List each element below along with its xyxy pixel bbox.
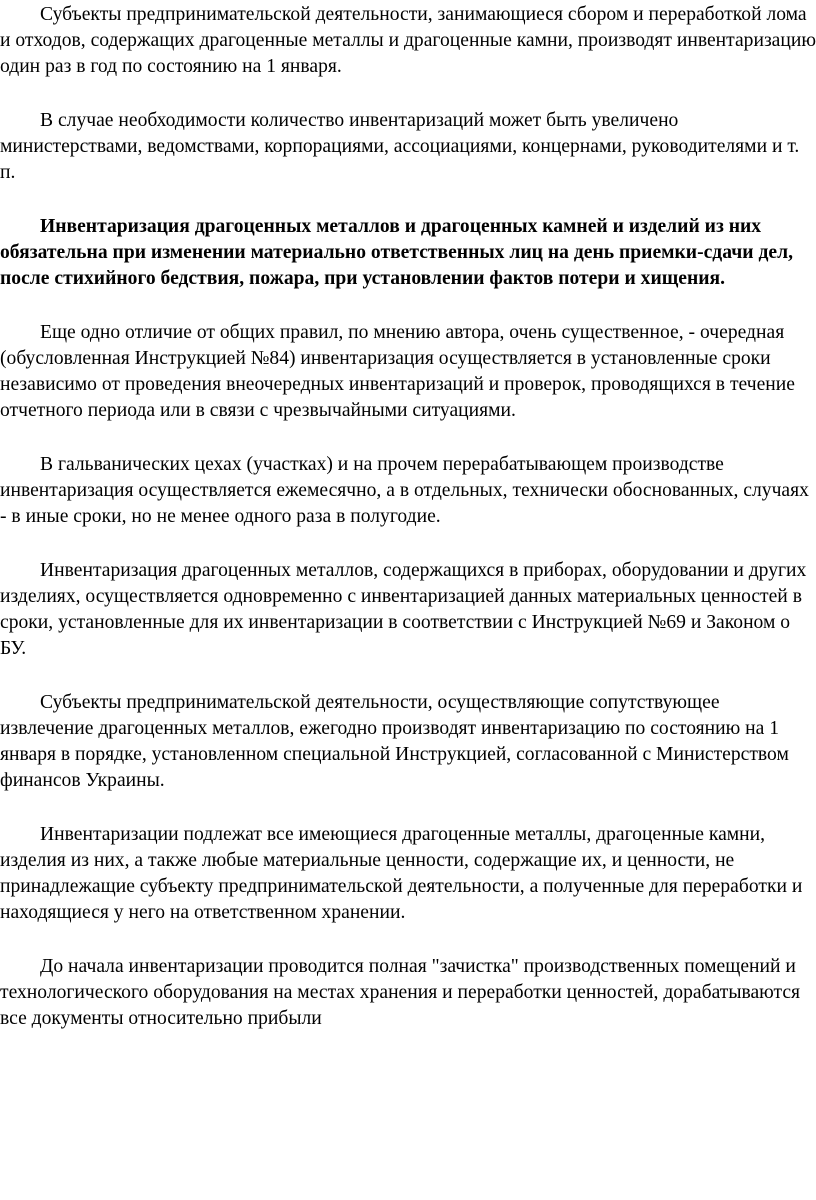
paragraph-4: Еще одно отличие от общих правил, по мнению автора, очень существенное, - очередная (обусловленная Инструкцией №84) инвентаризация осуществляется в установленные сроки независимо от проведения внеочередных инвентаризаций и проверок, проводящихся в течение отчетного периода или в связи с чрезвычайными ситуациями. xyxy=(0,322,795,421)
paragraph-1: Субъекты предпринимательской деятельности, занимающиеся сбором и переработкой лома и отходов, содержащих драгоценные металлы и драгоценные камни, производят инвентаризацию один раз в год по состоянию на 1 января. xyxy=(0,4,816,77)
paragraph-2: В случае необходимости количество инвентаризаций может быть увеличено министерствами, ведомствами, корпорациями, ассоциациями, концернами, руководителями и т. п. xyxy=(0,110,800,183)
paragraph-9: До начала инвентаризации проводится полная "зачистка" производственных помещений и технологического оборудования на местах хранения и переработки ценностей, дорабатываются все документы относительно прибыли xyxy=(0,956,801,1029)
paragraph-7: Субъекты предпринимательской деятельности, осуществляющие сопутствующее извлечение драгоценных металлов, ежегодно производят инвентаризацию по состоянию на 1 января в порядке, установленном специальной Инструкцией, согласованной с Министерством финансов Украины. xyxy=(0,692,789,791)
paragraph-5: В гальванических цехах (участках) и на прочем перерабатывающем производстве инвентаризация осуществляется ежемесячно, а в отдельных, технически обоснованных, случаях - в иные сроки, но не менее одного раза в полугодие. xyxy=(0,454,809,527)
paragraph-6: Инвентаризация драгоценных металлов, содержащихся в приборах, оборудовании и других изделиях, осуществляется одновременно с инвентаризацией данных материальных ценностей в сроки, установленные для их инвентаризации в соответствии с Инструкцией №69 и Законом о БУ. xyxy=(0,560,807,659)
paragraph-3-bold: Инвентаризация драгоценных металлов и драгоценных камней и изделий из них обязательна при изменении материально ответственных лиц на день приемки-сдачи дел, после стихийного бедствия, пожара, при установлении фактов потери и хищения. xyxy=(0,216,793,289)
paragraph-8: Инвентаризации подлежат все имеющиеся драгоценные металлы, драгоценные камни, изделия из них, а также любые материальные ценности, содержащие их, и ценности, не принадлежащие субъекту предпринимательской деятельности, а полученные для переработки и находящиеся у него на ответственном хранении. xyxy=(0,824,803,923)
